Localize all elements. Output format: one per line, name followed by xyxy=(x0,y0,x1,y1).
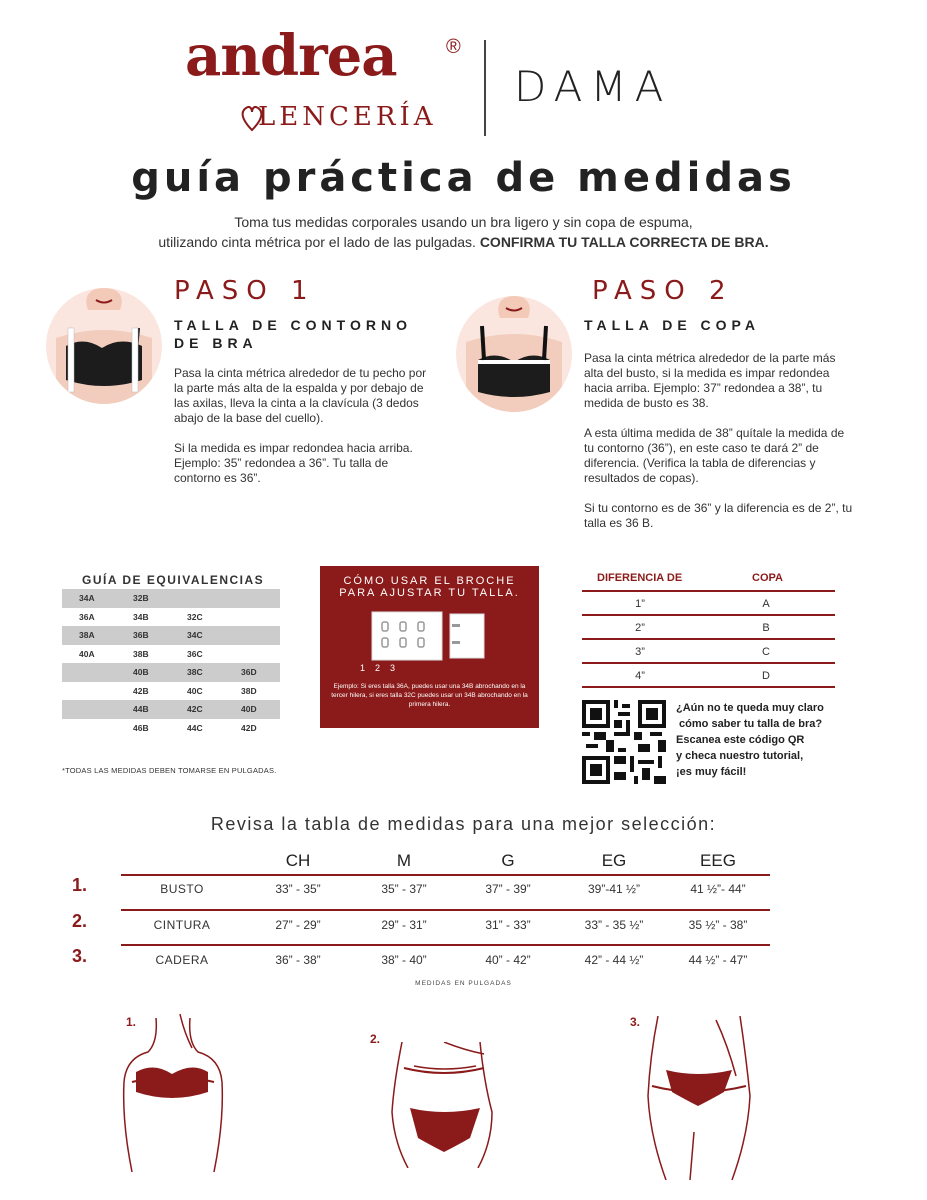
size-row-number: 2. xyxy=(72,911,88,931)
equivalence-cell: 34A xyxy=(79,593,95,604)
category-label: DAMA xyxy=(514,62,672,111)
equivalence-cell: 42B xyxy=(133,685,149,696)
equivalence-title: GUÍA DE EQUIVALENCIAS xyxy=(82,573,265,587)
clasp-guide-text: Ejemplo: Si eres talla 36A, puedes usar una 34B abrochando en la tercer hilera, si eres talla 32C puedes usar un 34B abrochando en la primera hilera. xyxy=(331,683,528,708)
difference-row xyxy=(582,616,835,640)
size-header: M xyxy=(396,851,412,870)
equivalence-cell: 40A xyxy=(79,648,95,659)
header-divider xyxy=(484,40,486,136)
figure-2-number: 2. xyxy=(370,1032,381,1046)
size-row-value: 29” - 31” xyxy=(381,918,427,932)
size-row-divider xyxy=(121,874,770,876)
difference-row xyxy=(582,664,835,688)
cup-value: B xyxy=(762,622,770,634)
cup-value: A xyxy=(762,598,770,610)
equivalence-row xyxy=(62,682,280,701)
size-row-divider xyxy=(121,909,770,911)
equivalence-cell: 38A xyxy=(79,630,95,641)
difference-value: 3” xyxy=(635,646,645,658)
equivalence-cell: 36A xyxy=(79,611,95,622)
figure-3-number: 3. xyxy=(630,1015,641,1029)
step1-title: PASO 1 xyxy=(174,276,316,306)
equivalence-row xyxy=(62,700,280,719)
figure-1-number: 1. xyxy=(126,1015,137,1029)
brand-logo: andrea xyxy=(185,23,397,89)
equivalence-cell: 46B xyxy=(133,722,149,733)
clasp-guide-title: CÓMO USAR EL BROCHE PARA AJUSTAR TU TALLA. xyxy=(339,575,520,599)
size-row-value: 27” - 29” xyxy=(275,918,321,932)
difference-value: 2” xyxy=(635,622,645,634)
size-row-label: CINTURA xyxy=(153,918,211,932)
bust-measure-figure xyxy=(118,1012,228,1180)
difference-header: DIFERENCIA DE xyxy=(597,572,683,584)
clasp-guide-box xyxy=(320,566,539,728)
size-table-footnote: MEDIDAS EN PULGADAS xyxy=(415,980,512,987)
step2-para-3: Si tu contorno es de 36” y la diferencia es de 2”, tu talla es 36 B. xyxy=(584,501,853,530)
cup-value: D xyxy=(762,670,770,682)
size-header: CH xyxy=(285,851,311,870)
size-table-heading: Revisa la tabla de medidas para una mejor selección: xyxy=(210,814,717,834)
qr-caption: ¿Aún no te queda muy claro cómo saber tu talla de bra? Escanea este código QR y checa nuestro tutorial, ¡es muy fácil! xyxy=(676,702,824,778)
registered-mark: ® xyxy=(446,36,461,58)
equivalence-cell: 42C xyxy=(187,704,203,715)
intro-text xyxy=(0,212,927,252)
step1-para-2: Si la medida es impar redondea hacia arriba. Ejemplo: 35” redondea a 36”. Tu talla de contorno es 36”. xyxy=(174,441,413,485)
step1-text xyxy=(174,366,434,501)
equivalence-cell: 44B xyxy=(133,704,149,715)
equivalence-cell: 36D xyxy=(241,667,257,678)
equivalence-row xyxy=(62,589,280,608)
intro-line-1: Toma tus medidas corporales usando un bra ligero y sin copa de espuma, xyxy=(234,214,693,230)
equivalence-cell: 40D xyxy=(241,704,257,715)
step2-subtitle: TALLA DE COPA xyxy=(584,317,760,333)
size-row-number: 3. xyxy=(72,946,88,966)
equivalence-cell: 32B xyxy=(133,593,149,604)
qr-code[interactable] xyxy=(582,700,666,784)
size-row-value: 35 ½” - 38” xyxy=(688,918,748,932)
size-row-value: 42” - 44 ½” xyxy=(584,953,644,967)
size-row-divider xyxy=(121,944,770,946)
equivalence-cell: 38C xyxy=(187,667,203,678)
intro-line-2: utilizando cinta métrica por el lado de las pulgadas. CONFIRMA TU TALLA CORRECTA DE BRA. xyxy=(158,234,769,250)
size-header: EEG xyxy=(700,851,736,870)
size-row-label: BUSTO xyxy=(160,882,204,896)
size-header: EG xyxy=(601,851,627,870)
size-row-number: 1. xyxy=(72,875,88,895)
step2-para-2: A esta última medida de 38” quítale la medida de tu contorno (36”), en este caso te dará 2” de diferencia. (Verifica la tabla de diferencias y resultados de copas). xyxy=(584,426,845,485)
step1-illustration xyxy=(46,288,162,404)
difference-row xyxy=(582,592,835,616)
size-row-value: 44 ½” - 47” xyxy=(688,953,748,967)
cup-header: COPA xyxy=(752,572,783,584)
clasp-row-numbers: 1 2 3 xyxy=(360,663,396,673)
difference-value: 1” xyxy=(635,598,645,610)
hip-measure-figure xyxy=(636,1016,760,1180)
equivalence-cell: 34B xyxy=(133,611,149,622)
equivalence-table xyxy=(62,589,280,737)
size-row-label: CADERA xyxy=(155,953,209,967)
clasp-icon xyxy=(370,608,486,664)
size-row-value: 31” - 33” xyxy=(485,918,531,932)
step1-para-1: Pasa la cinta métrica alrededor de tu pecho por la parte más alta de la espalda y por debajo de las axilas, lleva la cinta a la clavícula (3 dedos abajo de la base del cuello). xyxy=(174,366,427,425)
size-row-value: 38” - 40” xyxy=(381,953,427,967)
step2-title: PASO 2 xyxy=(592,276,734,306)
size-row-value: 36” - 38” xyxy=(275,953,321,967)
equivalence-cell: 32C xyxy=(187,611,203,622)
equivalence-row xyxy=(62,719,280,738)
equivalence-cell: 38D xyxy=(241,685,257,696)
step2-para-1: Pasa la cinta métrica alrededor de la parte más alta del busto, si la medida es impar redondea hacia arriba. Ejemplo: 37” redondea a 38”, tu medida de busto es 38. xyxy=(584,351,836,410)
equivalence-row xyxy=(62,645,280,664)
difference-row xyxy=(582,640,835,664)
equivalence-cell: 38B xyxy=(133,648,149,659)
waist-measure-figure xyxy=(384,1042,502,1168)
page-title: guía práctica de medidas xyxy=(131,155,796,201)
difference-header-line xyxy=(582,568,835,592)
size-row-value: 40” - 42” xyxy=(485,953,531,967)
equivalence-row xyxy=(62,608,280,627)
cup-value: C xyxy=(762,646,770,658)
equivalence-cell: 40C xyxy=(187,685,203,696)
size-row-value: 39”-41 ½” xyxy=(587,882,641,896)
size-row-value: 35” - 37” xyxy=(381,882,427,896)
step2-illustration xyxy=(456,296,572,412)
difference-value: 4” xyxy=(635,670,645,682)
equivalence-cell: 36C xyxy=(187,648,203,659)
equivalence-cell: 44C xyxy=(187,722,203,733)
equivalence-row xyxy=(62,663,280,682)
equivalence-cell: 34C xyxy=(187,630,203,641)
equivalence-cell: 36B xyxy=(133,630,149,641)
size-row-value: 33” - 35 ½” xyxy=(584,918,644,932)
size-header: G xyxy=(501,851,515,870)
size-row-value: 33” - 35” xyxy=(275,882,321,896)
equivalence-cell: 40B xyxy=(133,667,149,678)
size-row-value: 37” - 39” xyxy=(485,882,531,896)
equivalence-row xyxy=(62,626,280,645)
equivalence-cell: 42D xyxy=(241,722,257,733)
step1-subtitle: TALLA DE CONTORNO DE BRA xyxy=(174,317,412,351)
step2-text xyxy=(584,351,856,546)
equivalence-note: *TODAS LAS MEDIDAS DEBEN TOMARSE EN PULGADAS. xyxy=(62,766,277,775)
brand-subline: LENCERÍA xyxy=(258,102,437,132)
size-row-value: 41 ½”- 44” xyxy=(690,882,746,896)
